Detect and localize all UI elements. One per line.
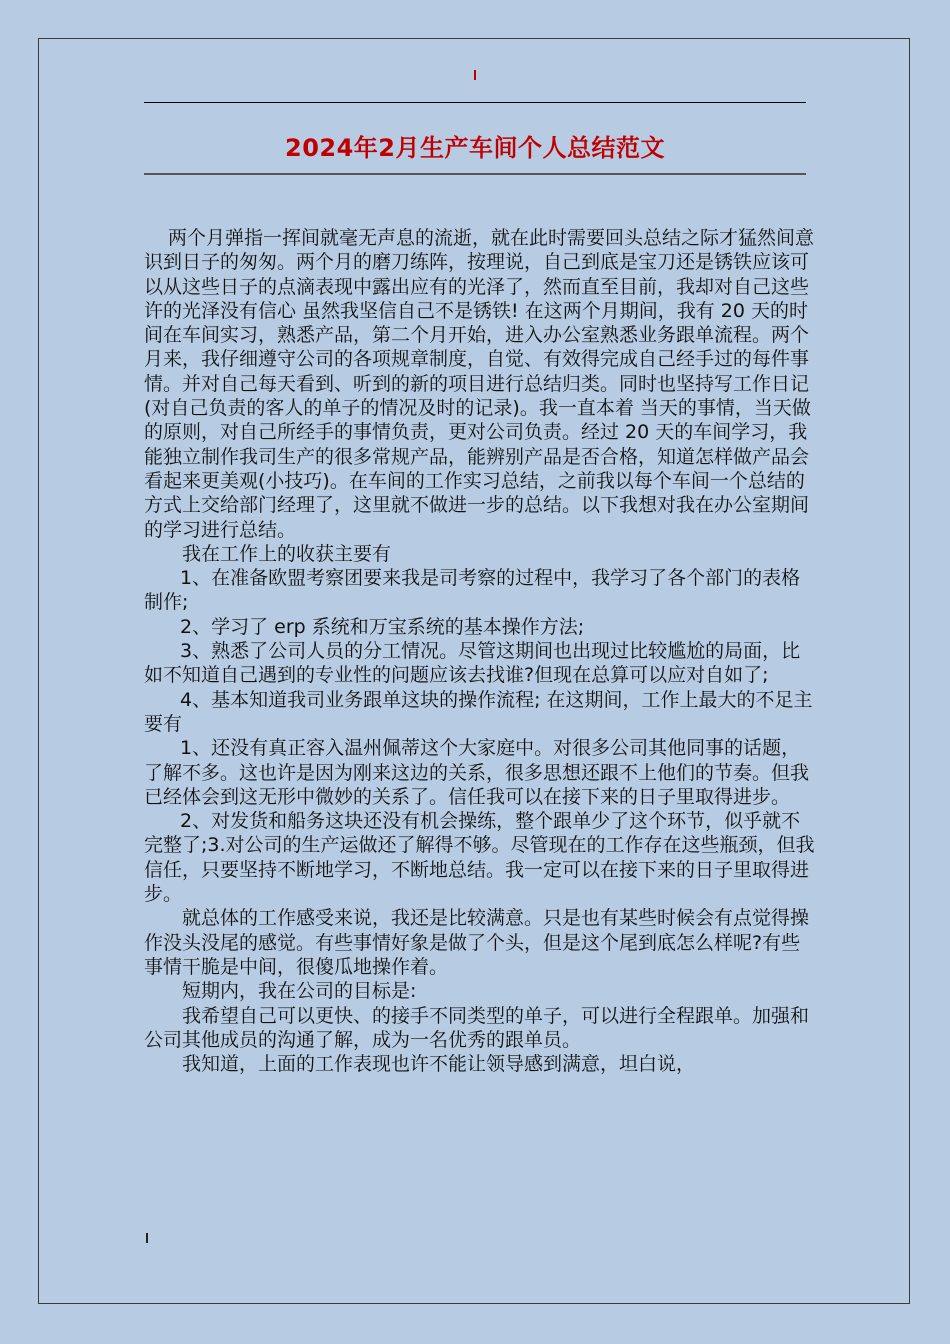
paragraph: 我知道，上面的工作表现也许不能让领导感到满意，坦白说， <box>182 1053 696 1076</box>
paragraph: 1、还没有真正容入温州佩蒂这个大家庭中。对很多公司其他同事的话题，了解不多。这也许是因为刚来这边的关系，很多思想还跟不上他们的节奏。但我已经体会到这无形中微妙的关系了。信任我可以在接下来的日子里取得进步。 <box>144 737 810 808</box>
footer-mark <box>146 1233 148 1243</box>
document-title: 2024年2月生产车间个人总结范文 <box>285 134 665 162</box>
paragraph: 4、基本知道我司业务跟单这块的操作流程; 在这期间，工作上最大的不足主要有 <box>144 688 813 735</box>
paragraph: 两个月弹指一挥间就毫无声息的流逝，就在此时需要回头总结之际才猛然间意识到日子的匆匆。两个月的磨刀练阵，按理说，自己到底是宝刀还是锈铁应该可以从这些日子的点滴表现中露出应有的光泽了，然而直至目前，我却对自己这些许的光泽没有信心 虽然我坚信自己不是锈铁! 在这两个月期间，我有 20 天的时间在车间实习，熟悉产品，第二个月开始，进入办公室熟悉业务跟单流程。两个月来，我仔细遵守公司的各项规章制度，自觉、有效得完成自己经手过的每件事情。并对自己每天看到、听到的新的项目进行总结归类。同时也坚持写工作日记(对自己负责的客人的单子的情况及时的记录)。我一直本着 当天的事情，当天做 的原则，对自己所经手的事情负责，更对公司负责。经过 20 天的车间学习，我能独立制作我司生产的很多常规产品，能辨别产品是否合格，知道怎样做产品会看起来更美观(小技巧)。在车间的工作实习总结，之前我以每个车间一个总结的方式上交给部门经理了，这里就不做进一步的总结。以下我想对我在办公室期间的学习进行总结。 <box>144 227 815 541</box>
paragraph: 1、在准备欧盟考察团要来我是司考察的过程中，我学习了各个部门的表格制作; <box>144 567 801 614</box>
header-rule <box>144 102 806 103</box>
paragraph: 短期内，我在公司的目标是: <box>182 980 417 1003</box>
paragraph: 我在工作上的收获主要有 <box>182 542 392 565</box>
document-body <box>144 226 816 1076</box>
title-rule <box>144 173 806 175</box>
paragraph: 我希望自己可以更快、的接手不同类型的单子，可以进行全程跟单。加强和公司其他成员的沟通了解，成为一名优秀的跟单员。 <box>144 1004 810 1051</box>
paragraph: 2、学习了 erp 系统和万宝系统的基本操作方法; <box>180 615 585 638</box>
paragraph: 3、熟悉了公司人员的分工情况。尽管这期间也出现过比较尴尬的局面，比如不知道自己遇到的专业性的问题应该去找谁?但现在总算可以应对自如了; <box>144 640 801 687</box>
paragraph: 就总体的工作感受来说，我还是比较满意。只是也有某些时候会有点觉得操作没头没尾的感觉。有些事情好象是做了个头，但是这个尾到底怎么样呢?有些事情干脆是中间，很傻瓜地操作着。 <box>144 907 810 978</box>
header-mark <box>474 70 476 80</box>
paragraph: 2、对发货和船务这块还没有机会操练，整个跟单少了这个环节，似乎就不完整了;3.对公司的生产运做还了解得不够。尽管现在的工作存在这些瓶颈，但我信任，只要坚持不断地学习，不断地总结。我一定可以在接下来的日子里取得进步。 <box>144 810 815 906</box>
